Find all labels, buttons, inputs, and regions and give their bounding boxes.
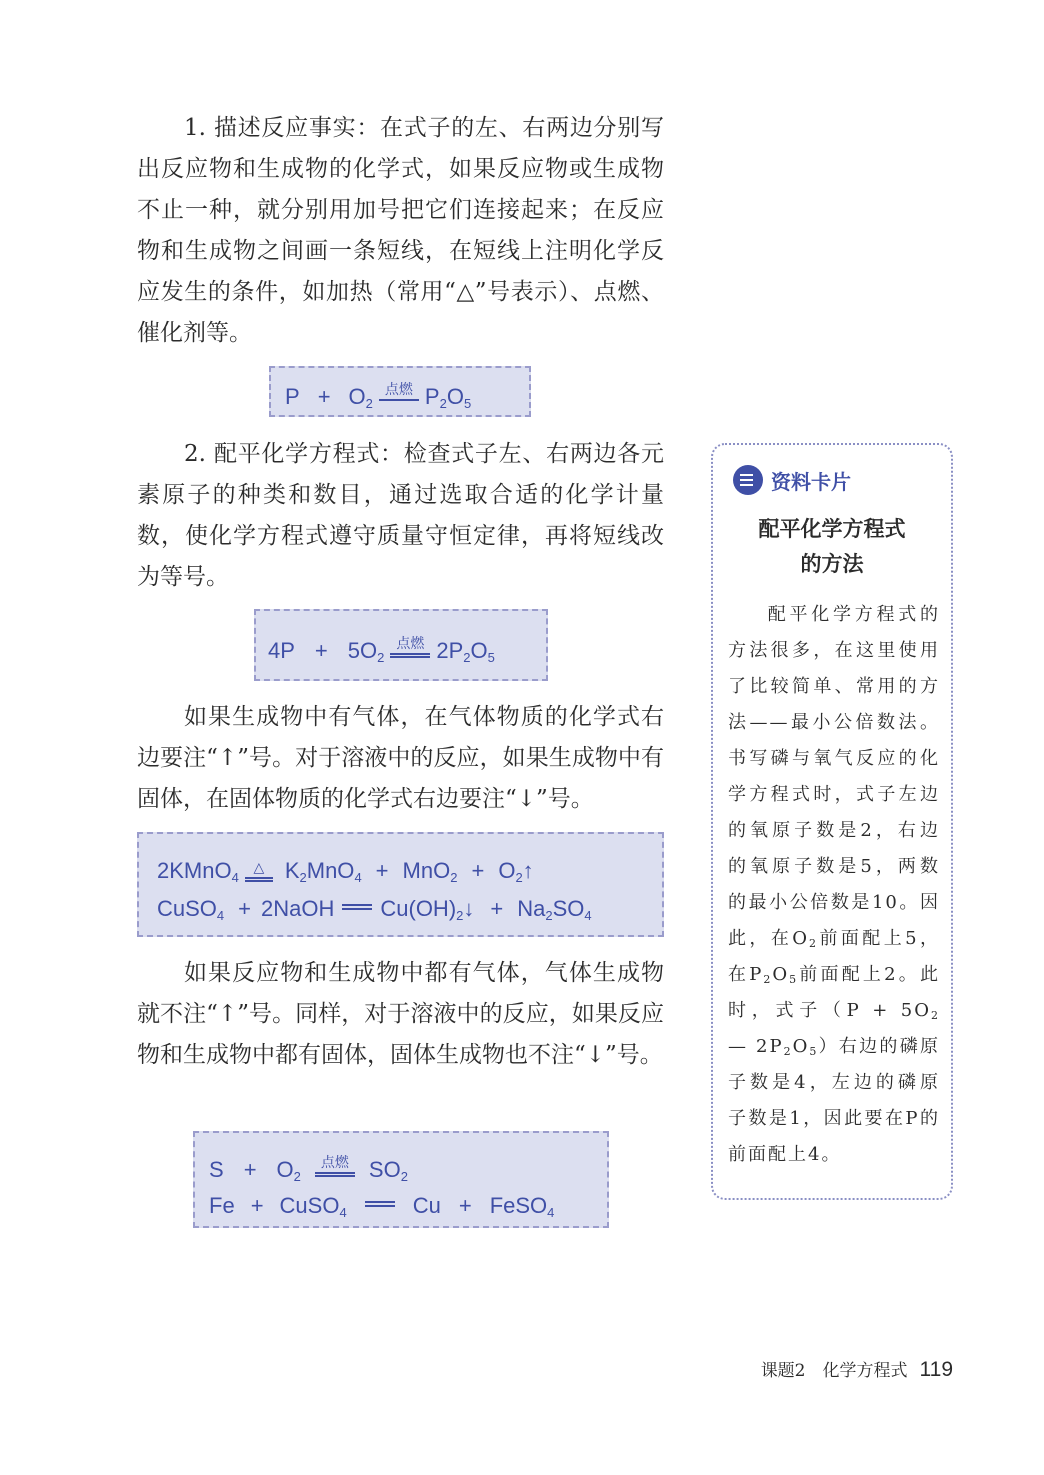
paragraph-balance-equation: 2. 配平化学方程式：检查式子左、右两边各元素原子的种类和数目，通过选取合适的化学计量数，使化学方程式遵守质量守恒定律，再将短线改为等号。 — [137, 441, 664, 590]
eq-plus: + — [458, 1193, 472, 1218]
eq-term: Fe — [209, 1193, 235, 1218]
info-card-header — [733, 465, 851, 495]
reaction-condition: 点燃 — [390, 636, 430, 658]
info-card-title: 配平化学方程式 — [758, 516, 906, 541]
paragraph-describe-reaction: 1. 描述反应事实：在式子的左、右两边分别写出反应物和生成物的化学式，如果反应物或生成物不止一种，就分别用加号把它们连接起来；在反应物和生成物之间画一条短线，在短线上注明化学反应发生的条件，如加热（常用“△”号表示）、点燃、催化剂等。 — [137, 115, 664, 346]
equation-box-3 — [137, 832, 664, 937]
eq-term: $O_2$ — [276, 1157, 301, 1184]
page-footer — [761, 1356, 953, 1382]
eq-term: CuSO$_4$ — [157, 896, 225, 923]
reaction-condition: 点燃 — [315, 1155, 355, 1177]
equation-box-4 — [193, 1131, 609, 1228]
reaction-condition: △ — [245, 860, 273, 882]
eq-term: 4P — [268, 638, 295, 663]
eq-term: $Na_2SO_4$ — [517, 896, 592, 923]
equation-box-2 — [254, 609, 548, 681]
info-card — [711, 443, 953, 1200]
eq-term: $5O_2$ — [347, 638, 385, 665]
paragraph-no-arrow-rule: 如果反应物和生成物中都有气体，气体生成物就不注“↑”号。同样，对于溶液中的反应，如果反应物和生成物中都有固体，固体生成物也不注“↓”号。 — [137, 960, 664, 1068]
eq-plus: + — [490, 896, 504, 921]
eq-plus: + — [471, 858, 485, 883]
info-card-title-line2: 的方法 — [800, 551, 864, 576]
eq-plus: + — [317, 384, 331, 409]
eq-term: $O_2$ — [348, 384, 373, 411]
eq-term: Cu — [412, 1193, 441, 1218]
info-card-body: 配平化学方程式的方法很多，在这里使用了比较简单、常用的方法——最小公倍数法。书写磷与氧气反应的化学方程式时，式子左边的氧原子数是2，右边的氧原子数是5，两数的最小公倍数是10。因此，在$O_2$前面配上5，在$P_2O_5$前面配上2。此时，式子（$P + 5O_2$ — $2P_2O_5$）右边的磷原子数是4，左边的磷原子数是1，因此要在P的前面配上4。 — [728, 604, 941, 1165]
eq-plus: + — [314, 638, 328, 663]
paragraph-gas-precipitate: 如果生成物中有气体，在气体物质的化学式右边要注“↑”号。对于溶液中的反应，如果生成物中有固体，在固体物质的化学式右边要注“↓”号。 — [137, 704, 664, 812]
eq-term: $P_2O_5$ — [424, 384, 472, 411]
page-number: 119 — [919, 1358, 953, 1381]
eq-term: 2KMnO$_4$ — [157, 858, 239, 885]
eq-term: $SO_2$ — [368, 1157, 408, 1184]
document-list-icon — [733, 465, 763, 495]
footer-section-title: 课题2 化学方程式 — [760, 1361, 908, 1381]
eq-plus: + — [243, 1157, 257, 1182]
eq-term: MnO$_2$ — [402, 858, 458, 885]
equation-box-1 — [269, 366, 531, 417]
eq-term: FeSO$_4$ — [489, 1193, 555, 1220]
eq-plus: + — [250, 1193, 264, 1218]
eq-term: CuSO$_4$ — [279, 1193, 347, 1220]
eq-term: S — [209, 1157, 224, 1182]
equals-sign — [342, 904, 372, 910]
eq-term: $2P_2O_5$ — [436, 638, 495, 665]
eq-term: P — [285, 384, 300, 409]
equals-sign — [365, 1201, 395, 1207]
eq-plus: + — [238, 896, 252, 921]
eq-term: 2NaOH — [261, 896, 335, 921]
eq-term: $K_2MnO_4$ — [284, 858, 362, 885]
eq-plus: + — [375, 858, 389, 883]
info-card-label: 资料卡片 — [771, 469, 851, 494]
eq-term: $Cu(OH)_2↓$ — [380, 896, 475, 923]
reaction-condition: 点燃 — [379, 382, 419, 401]
eq-term: $O_2↑$ — [498, 858, 534, 885]
